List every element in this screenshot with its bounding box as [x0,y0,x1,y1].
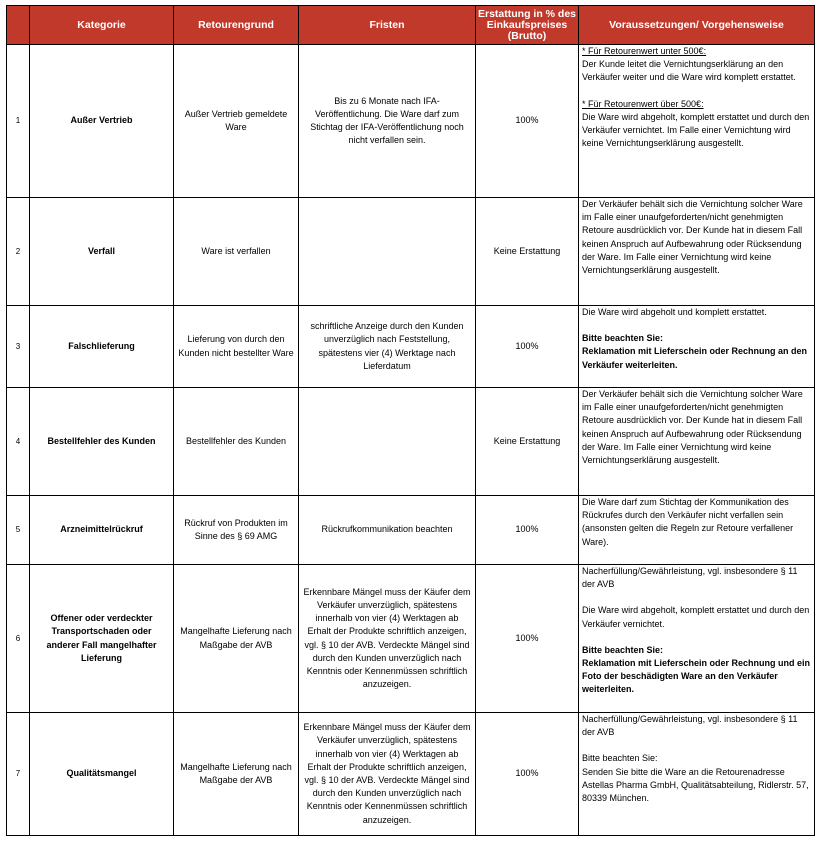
refund-cell: 100% [476,306,579,388]
condition-text: Die Ware darf zum Stichtag der Kommunikation des Rückrufes durch den Verkäufer nicht verfallen sein (ansonsten gelten die Regeln zur Retoure verfallener Ware). [582,497,794,547]
table-row [7,496,815,565]
requirements-cell [579,45,815,198]
reason-cell: Rückruf von Produkten im Sinne des § 69 AMG [174,496,299,565]
condition-text: Der Verkäufer behält sich die Vernichtung solcher Ware im Falle einer unaufgeforderten/nicht genehmigten Retoure ausdrücklich vor. Der Kunde hat in diesem Fall keinen Anspruch auf Aufbewahrung oder Rücksendung der Ware. Im Falle einer Vernichtung wird keine Vernichtungserklärung ausgestellt. [582,389,803,466]
notice-heading: Bitte beachten Sie: [582,753,658,764]
reason-cell: Mangelhafte Lieferung nach Maßgabe der AVB [174,565,299,713]
requirements-cell [579,198,815,306]
header-row [7,6,815,45]
category-cell: Qualitätsmangel [30,713,174,836]
condition-heading: * Für Retourenwert unter 500€: [582,46,707,56]
category-cell: Verfall [30,198,174,306]
deadline-cell: Erkennbare Mängel muss der Käufer dem Verkäufer unverzüglich, spätestens innerhalb von vier (4) Werktagen ab Erhalt der Produkte schriftlich anzeigen, vgl. § 10 der AVB. Verdeckte Mängel sind durch den Kunden unverzüglich nach Kenntnis oder Kennenmüssen schriftlich anzuzeigen. [299,565,476,713]
row-number: 1 [7,45,30,198]
refund-cell: 100% [476,496,579,565]
reason-cell: Ware ist verfallen [174,198,299,306]
returns-policy-table [6,5,815,836]
refund-cell: 100% [476,713,579,836]
row-number: 3 [7,306,30,388]
table-row [7,565,815,713]
deadline-cell: schriftliche Anzeige durch den Kunden unverzüglich nach Feststellung, spätestens vier (4) Werktage nach Lieferdatum [299,306,476,388]
notice-heading: Bitte beachten Sie: [582,333,664,344]
deadline-cell: Erkennbare Mängel muss der Käufer dem Verkäufer unverzüglich, spätestens innerhalb von vier (4) Werktagen ab Erhalt der Produkte schriftlich anzeigen, vgl. § 10 der AVB. Verdeckte Mängel sind durch den Kunden unverzüglich nach Kenntnis oder Kennenmüssen schriftlich anzuzeigen. [299,713,476,836]
deadline-cell: Bis zu 6 Monate nach IFA-Veröffentlichung. Die Ware darf zum Stichtag der IFA-Veröffentlichung noch nicht verfallen sein. [299,45,476,198]
notice-heading: Bitte beachten Sie: [582,644,664,655]
row-number: 7 [7,713,30,836]
row-number: 5 [7,496,30,565]
deadline-cell: Rückrufkommunikation beachten [299,496,476,565]
requirements-cell [579,565,815,713]
row-number: 2 [7,198,30,306]
category-cell: Offener oder verdeckter Transportschaden oder anderer Fall mangelhafter Lieferung [30,565,174,713]
refund-cell: Keine Erstattung [476,198,579,306]
row-number: 6 [7,565,30,713]
table-row [7,45,815,198]
table-row [7,306,815,388]
condition-text: Der Kunde leitet die Vernichtungserklärung an den Verkäufer weiter und die Ware wird komplett erstattet. [582,59,796,83]
reason-cell: Außer Vertrieb gemeldete Ware [174,45,299,198]
requirements-cell [579,306,815,388]
refund-cell: 100% [476,565,579,713]
table-row [7,198,815,306]
refund-cell: Keine Erstattung [476,388,579,496]
category-cell: Bestellfehler des Kunden [30,388,174,496]
table-row [7,713,815,836]
category-cell: Falschlieferung [30,306,174,388]
condition-text: Der Verkäufer behält sich die Vernichtung solcher Ware im Falle einer unaufgeforderten/nicht genehmigten Retoure ausdrücklich vor. Der Kunde hat in diesem Fall keinen Anspruch auf Aufbewahrung oder Rücksendung der Ware. Im Falle einer Vernichtung wird keine Vernichtungserklärung ausgestellt. [582,199,803,276]
category-cell: Außer Vertrieb [30,45,174,198]
requirements-cell [579,496,815,565]
reason-cell: Bestellfehler des Kunden [174,388,299,496]
refund-cell: 100% [476,45,579,198]
row-number: 4 [7,388,30,496]
condition-text: Nacherfüllung/Gewährleistung, vgl. insbesondere § 11 der AVB [582,714,798,738]
header-fristen: Fristen [299,6,476,45]
reason-cell: Mangelhafte Lieferung nach Maßgabe der AVB [174,713,299,836]
deadline-cell [299,198,476,306]
header-retourengrund: Retourengrund [174,6,299,45]
condition-text: Die Ware wird abgeholt, komplett erstattet und durch den Verkäufer vernichtet. Im Falle einer Vernichtung wird keine Vernichtungserklärung ausgestellt. [582,111,810,149]
requirements-cell [579,388,815,496]
reason-cell: Lieferung von durch den Kunden nicht bestellter Ware [174,306,299,388]
notice-text: Reklamation mit Lieferschein oder Rechnung und ein Foto der beschädigten Ware an den Verkäufer weiterleiten. [582,658,811,695]
condition-text: Senden Sie bitte die Ware an die Retourenadresse Astellas Pharma GmbH, Qualitätsabteilung, Ridlerstr. 57, 80339 München. [582,766,809,804]
returns-table-container [6,5,815,836]
condition-text: Die Ware wird abgeholt, komplett erstattet und durch den Verkäufer vernichtet. [582,605,810,629]
header-erstattung: Erstattung in % des Einkaufspreises (Brutto) [476,6,579,45]
condition-heading: * Für Retourenwert über 500€: [582,98,704,109]
deadline-cell [299,388,476,496]
condition-text: Nacherfüllung/Gewährleistung, vgl. insbesondere § 11 der AVB [582,566,798,590]
header-kategorie: Kategorie [30,6,174,45]
header-voraussetzungen: Voraussetzungen/ Vorgehensweise [579,6,815,45]
requirements-cell [579,713,815,836]
table-row [7,388,815,496]
category-cell: Arzneimittelrückruf [30,496,174,565]
condition-text: Die Ware wird abgeholt und komplett erstattet. [582,307,767,317]
header-nr [7,6,30,45]
notice-text: Reklamation mit Lieferschein oder Rechnung an den Verkäufer weiterleiten. [582,346,808,370]
